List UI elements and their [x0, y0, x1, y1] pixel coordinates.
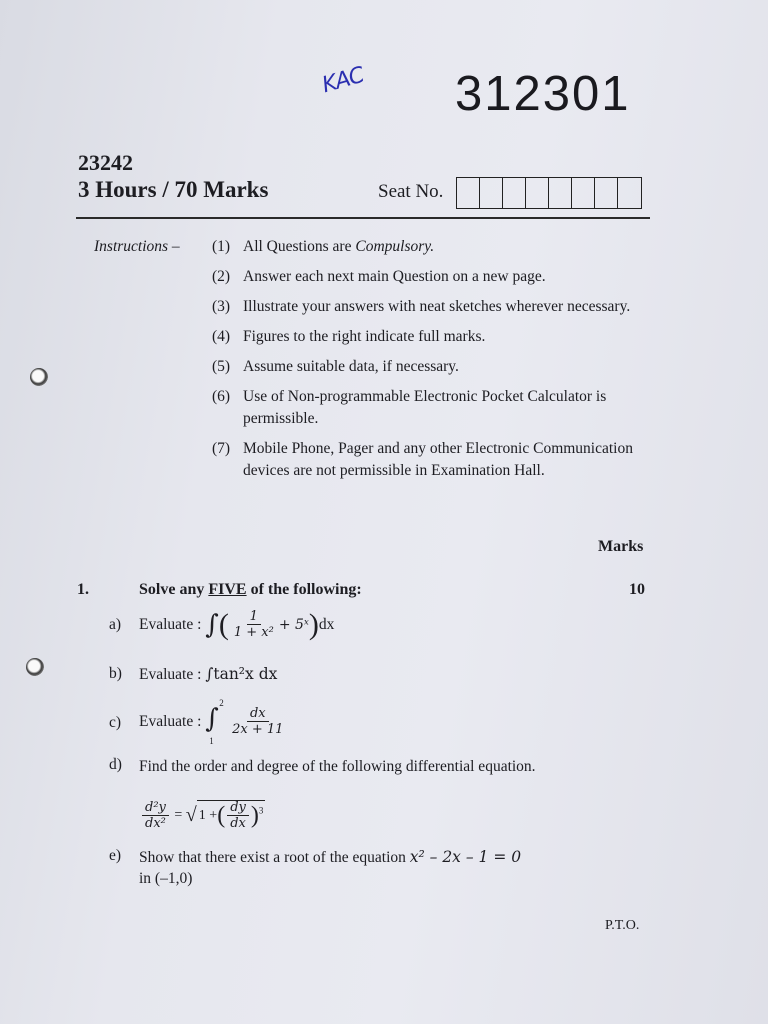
- part-d-letter: d): [109, 756, 122, 773]
- punch-hole: [26, 658, 44, 676]
- instruction-item: (5) Assume suitable data, if necessary.: [212, 358, 459, 375]
- punch-hole: [30, 368, 48, 386]
- part-e: Show that there exist a root of the equation x² – 2x – 1 = 0 in (–1,0): [139, 848, 522, 887]
- fraction: $\frac{dx}{2x + 11}$: [232, 706, 284, 737]
- part-e-letter: e): [109, 847, 122, 864]
- duration-marks: 3 Hours / 70 Marks: [78, 177, 269, 202]
- marks-heading: Marks: [598, 538, 644, 555]
- part-a: Evaluate : ∫( $\frac{1}{\text{1 + x²}}$ + 5ˣ)dx: [139, 608, 335, 641]
- instruction-item: (6) Use of Non-programmable Electronic Pocket Calculator is permissible.: [212, 388, 607, 427]
- part-c-letter: c): [109, 714, 122, 731]
- part-d-text: Find the order and degree of the following differential equation.: [139, 758, 536, 775]
- fraction: $\frac{1}{\text{1 + x²}}$: [233, 609, 274, 640]
- instructions-label: Instructions –: [94, 238, 180, 255]
- part-b-letter: b): [109, 665, 122, 682]
- page-turn-over: P.T.O.: [605, 918, 640, 933]
- header-divider: [76, 217, 650, 219]
- paper-code: 312301: [455, 67, 631, 121]
- question-marks: 10: [629, 581, 645, 598]
- instruction-item: (7) Mobile Phone, Pager and any other Electronic Communication devices are not permissible in Examination Hall.: [212, 440, 633, 479]
- instruction-item: (2) Answer each next main Question on a new page.: [212, 268, 546, 285]
- instruction-item: (4) Figures to the right indicate full marks.: [212, 328, 486, 345]
- part-c: Evaluate : ∫ 2 1 $\frac{dx}{2x + 11}$: [139, 702, 288, 742]
- part-a-letter: a): [109, 616, 122, 633]
- handwritten-mark: KAC: [319, 62, 367, 99]
- instruction-item: (1) All Questions are Compulsory.: [212, 238, 435, 255]
- differential-equation: $\frac{\text{d²y}}{\text{dx²}}$ = √ 1 +( $\frac{dy}{dx}$ )$^3$: [140, 800, 265, 831]
- seat-number-label: Seat No.: [378, 181, 444, 202]
- seat-number-boxes: [456, 177, 642, 209]
- exam-code: 23242: [78, 150, 133, 175]
- instruction-item: (3) Illustrate your answers with neat sketches wherever necessary.: [212, 298, 631, 315]
- part-b: Evaluate : ∫tan²x dx: [139, 665, 278, 683]
- integral-sign: ∫: [205, 610, 219, 640]
- question-number: 1.: [77, 581, 89, 598]
- question-title: Solve any FIVE of the following:: [139, 581, 362, 598]
